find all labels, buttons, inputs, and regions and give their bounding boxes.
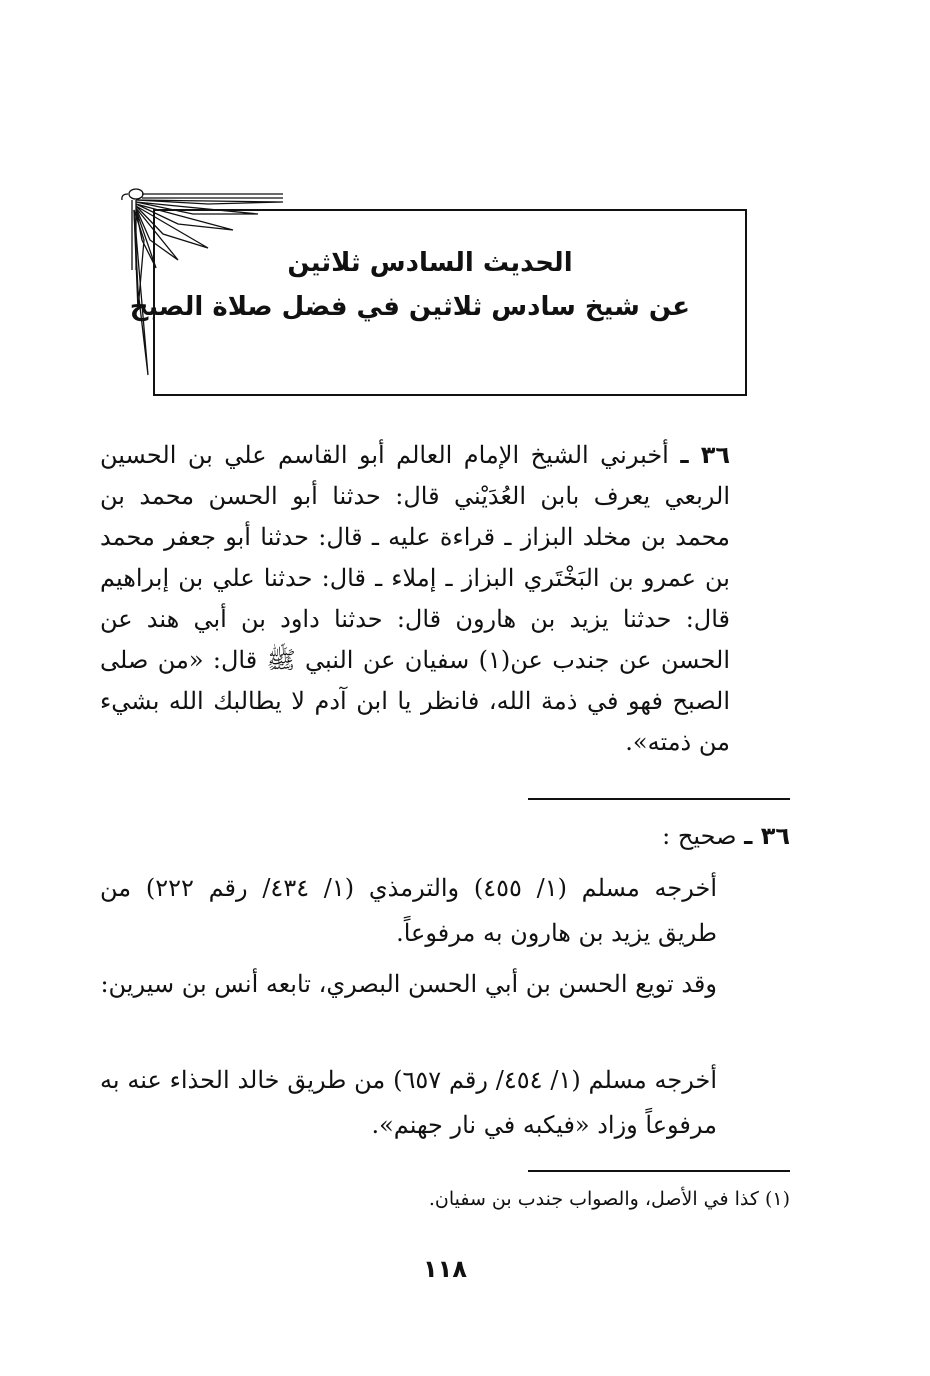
note-paragraph: أخرجه مسلم (١/ ٤٥٤/ رقم ٦٥٧) من طريق خالد الحذاء عنه به مرفوعاً وزاد «فيكبه في نار جهنم». xyxy=(100,1066,717,1139)
chapter-title: الحديث السادس ثلاثين xyxy=(287,248,573,278)
notes-heading xyxy=(500,819,790,853)
hadith-paragraph xyxy=(100,435,730,763)
notes-grade: صحيح : xyxy=(662,822,737,850)
note-paragraph: وقد تويع الحسن بن أبي الحسن البصري، تابعه أنس بن سيرين: xyxy=(100,970,717,998)
page-number: ١١٨ xyxy=(423,1255,467,1283)
chapter-subtitle: عن شيخ سادس ثلاثين في فضل صلاة الصبح xyxy=(129,292,690,322)
footnote: (١) كذا في الأصل، والصواب جندب بن سفيان. xyxy=(428,1188,790,1210)
hadith-text: أخبرني الشيخ الإمام العالم أبو القاسم علي بن الحسين الربعي يعرف بابن العُدَيْني قال: حدثنا أبو الحسن محمد بن محمد بن مخلد البزاز ـ قراءة عليه ـ قال: حدثنا أبو جعفر محمد بن عمرو بن البَخْتَري البزاز ـ إملاء ـ قال: حدثنا علي بن إبراهيم قال: حدثنا يزيد بن هارون قال: حدثنا داود بن أبي هند عن الحسن عن جندب عن(١) سفيان عن النبي ﷺ قال: «من صلى الصبح فهو في ذمة الله، فانظر يا ابن آدم لا يطالبك الله بشيء من ذمته». xyxy=(100,441,730,756)
notes-separator xyxy=(528,798,790,800)
notes-number: ٣٦ ـ xyxy=(744,822,790,850)
footnote-separator xyxy=(528,1170,790,1172)
note-paragraph: أخرجه مسلم (١/ ٤٥٥) والترمذي (١/ ٤٣٤/ رقم ٢٢٢) من طريق يزيد بن هارون به مرفوعاً. xyxy=(100,874,717,947)
hadith-number: ٣٦ ـ xyxy=(680,441,730,469)
